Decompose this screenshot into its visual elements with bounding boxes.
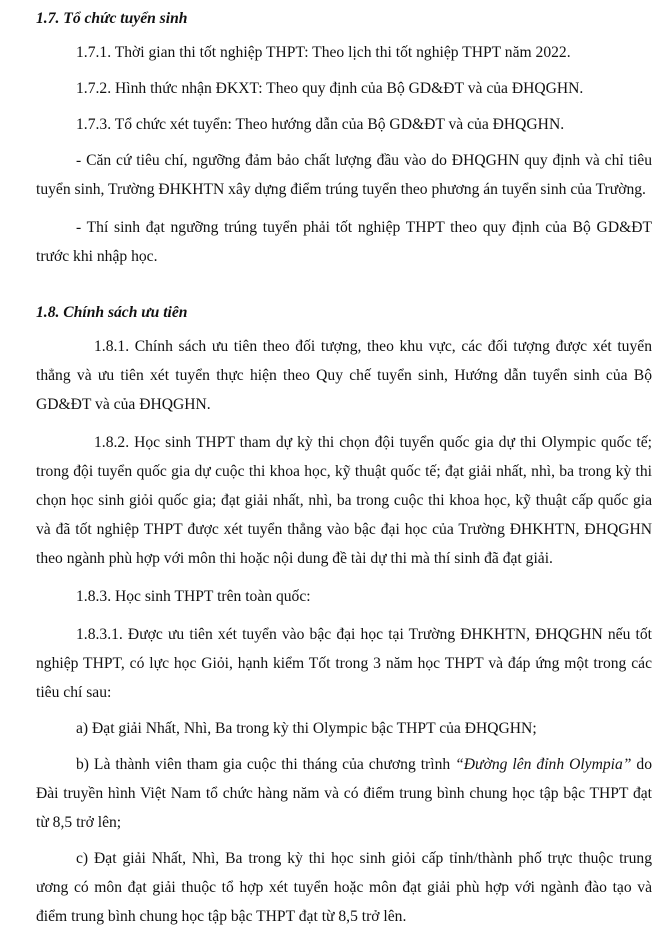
paragraph-1-7-1: 1.7.1. Thời gian thi tốt nghiệp THPT: Theo lịch thi tốt nghiệp THPT năm 2022. <box>76 44 571 61</box>
paragraph-1-8-3: 1.8.3. Học sinh THPT trên toàn quốc: <box>76 588 311 605</box>
paragraph-1-7-3: 1.7.3. Tổ chức xét tuyển: Theo hướng dẫn của Bộ GD&ĐT và của ĐHQGHN. <box>76 116 565 133</box>
criterion-c: c) Đạt giải Nhất, Nhì, Ba trong kỳ thi học sinh giỏi cấp tỉnh/thành phố trực thuộc trung ương có môn đạt giải thuộc tổ hợp xét tuyển hoặc môn đạt giải phù hợp với ngành đào tạo và điểm trung bình chung học tập bậc THPT đạt từ 8,5 trở lên. <box>36 850 652 925</box>
paragraph-1-7-2: 1.7.2. Hình thức nhận ĐKXT: Theo quy định của Bộ GD&ĐT và của ĐHQGHN. <box>76 80 584 97</box>
criterion-b-text-end: do Đài truyền hình Việt Nam tổ chức hàng năm và có điểm trung bình chung học tập bậc THPT đạt từ 8,5 trở lên; <box>36 756 653 831</box>
paragraph-1-8-1: 1.8.1. Chính sách ưu tiên theo đối tượng, theo khu vực, các đối tượng được xét tuyển thẳng và ưu tiên xét tuyển thực hiện theo Quy chế tuyển sinh, Hướng dẫn tuyển sinh của Bộ GD&ĐT và của ĐHQGHN. <box>36 338 652 413</box>
paragraph-1-8-3-1: 1.8.3.1. Được ưu tiên xét tuyển vào bậc đại học tại Trường ĐHKHTN, ĐHQGHN nếu tốt nghiệp THPT, có lực học Giỏi, hạnh kiểm Tốt trong 3 năm học THPT và đáp ứng một trong các tiêu chí sau: <box>36 626 652 701</box>
criterion-a: a) Đạt giải Nhất, Nhì, Ba trong kỳ thi Olympic bậc THPT của ĐHQGHN; <box>76 720 537 737</box>
program-name: “Đường lên đỉnh Olympia” <box>455 756 632 773</box>
paragraph-graduation-requirement: - Thí sinh đạt ngưỡng trúng tuyển phải tốt nghiệp THPT theo quy định của Bộ GD&ĐT trước khi nhập học. <box>36 219 652 265</box>
paragraph-1-8-2: 1.8.2. Học sinh THPT tham dự kỳ thi chọn đội tuyển quốc gia dự thi Olympic quốc tế; trong đội tuyển quốc gia dự cuộc thi khoa học, kỹ thuật quốc tế; đạt giải nhất, nhì, ba trong kỳ thi chọn học sinh giỏi quốc gia; đạt giải nhất, nhì, ba trong cuộc thi khoa học, kỹ thuật cấp quốc gia và đã tốt nghiệp THPT được xét tuyển thẳng vào bậc đại học của Trường ĐHKHTN, ĐHQGHN theo ngành phù hợp với môn thi hoặc nội dung đề tài dự thi mà thí sinh đã đạt giải. <box>36 434 652 567</box>
section-1-7-heading: 1.7. Tổ chức tuyển sinh <box>36 10 188 27</box>
criterion-b <box>36 750 652 837</box>
paragraph-criteria: - Căn cứ tiêu chí, ngưỡng đảm bảo chất lượng đầu vào do ĐHQGHN quy định và chỉ tiêu tuyển sinh, Trường ĐHKHTN xây dựng điểm trúng tuyển theo phương án tuyển sinh của Trường. <box>36 152 652 198</box>
section-1-8-heading: 1.8. Chính sách ưu tiên <box>36 304 188 321</box>
criterion-b-text-start: b) Là thành viên tham gia cuộc thi tháng của chương trình <box>76 756 456 773</box>
